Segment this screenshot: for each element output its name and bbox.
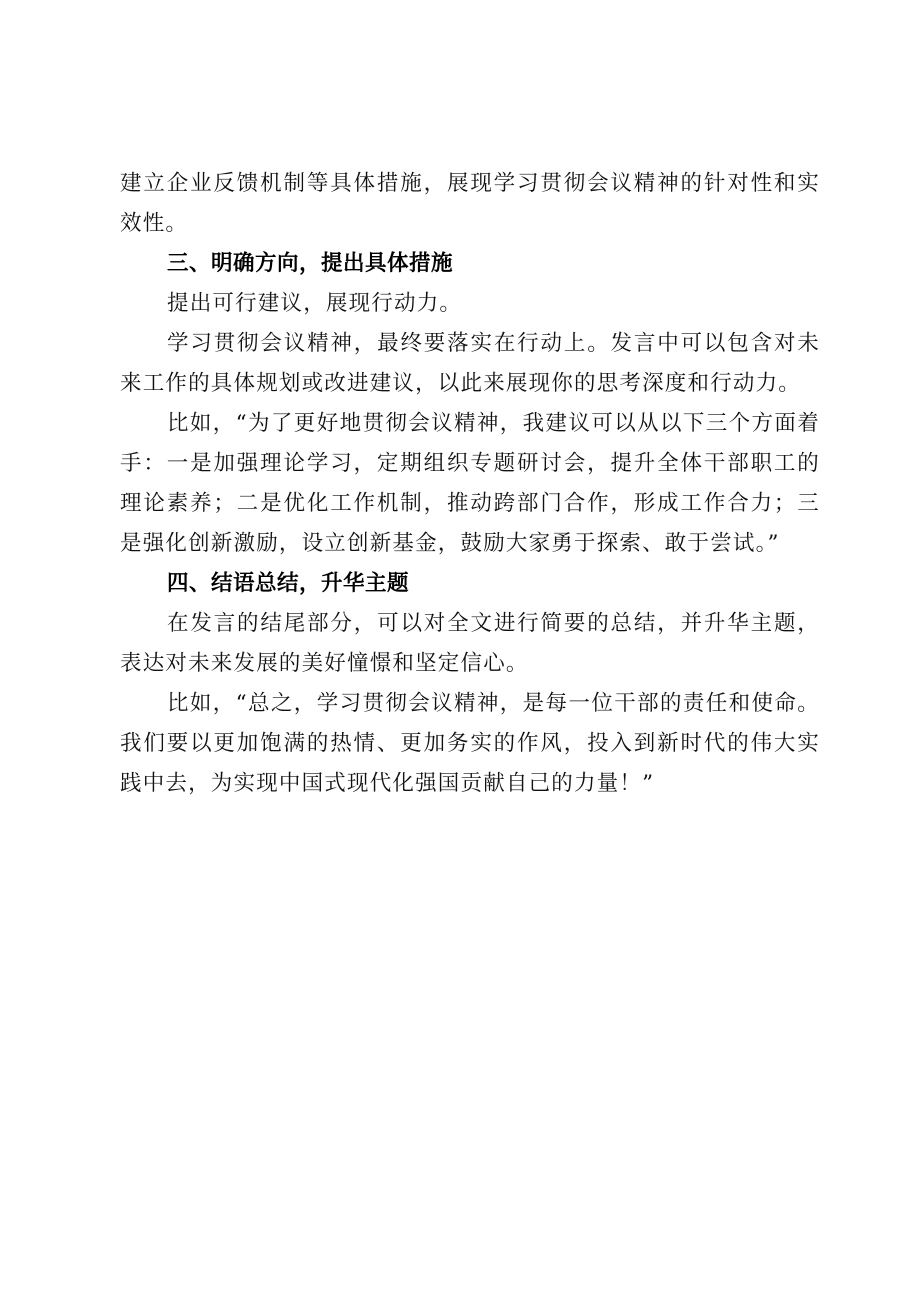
- body-paragraph-example: 比如，“为了更好地贯彻会议精神，我建议可以从以下三个方面着手：一是加强理论学习，定期组织专题研讨会，提升全体干部职工的理论素养；二是优化工作机制，推动跨部门合作，形成工作合力；三是强化创新激励，设立创新基金，鼓励大家勇于探索、敢于尝试。”: [120, 411, 820, 556]
- body-paragraph-continued: 建立企业反馈机制等具体措施，展现学习贯彻会议精神的针对性和实效性。: [120, 171, 820, 236]
- body-paragraph: 学习贯彻会议精神，最终要落实在行动上。发言中可以包含对未来工作的具体规划或改进建议，以此来展现你的思考深度和行动力。: [120, 331, 820, 396]
- section-heading-4: 四、结语总结，升华主题: [167, 571, 410, 596]
- section-heading-3: 三、明确方向，提出具体措施: [167, 251, 454, 276]
- body-paragraph: 在发言的结尾部分，可以对全文进行简要的总结，并升华主题，表达对未来发展的美好憧憬和坚定信心。: [120, 611, 820, 676]
- body-paragraph-example: 比如，“总之，学习贯彻会议精神，是每一位干部的责任和使命。我们要以更加饱满的热情、更加务实的作风，投入到新时代的伟大实践中去，为实现中国式现代化强国贡献自己的力量！”: [120, 691, 820, 796]
- document-body: [120, 164, 820, 804]
- body-paragraph: 提出可行建议，展现行动力。: [167, 291, 463, 316]
